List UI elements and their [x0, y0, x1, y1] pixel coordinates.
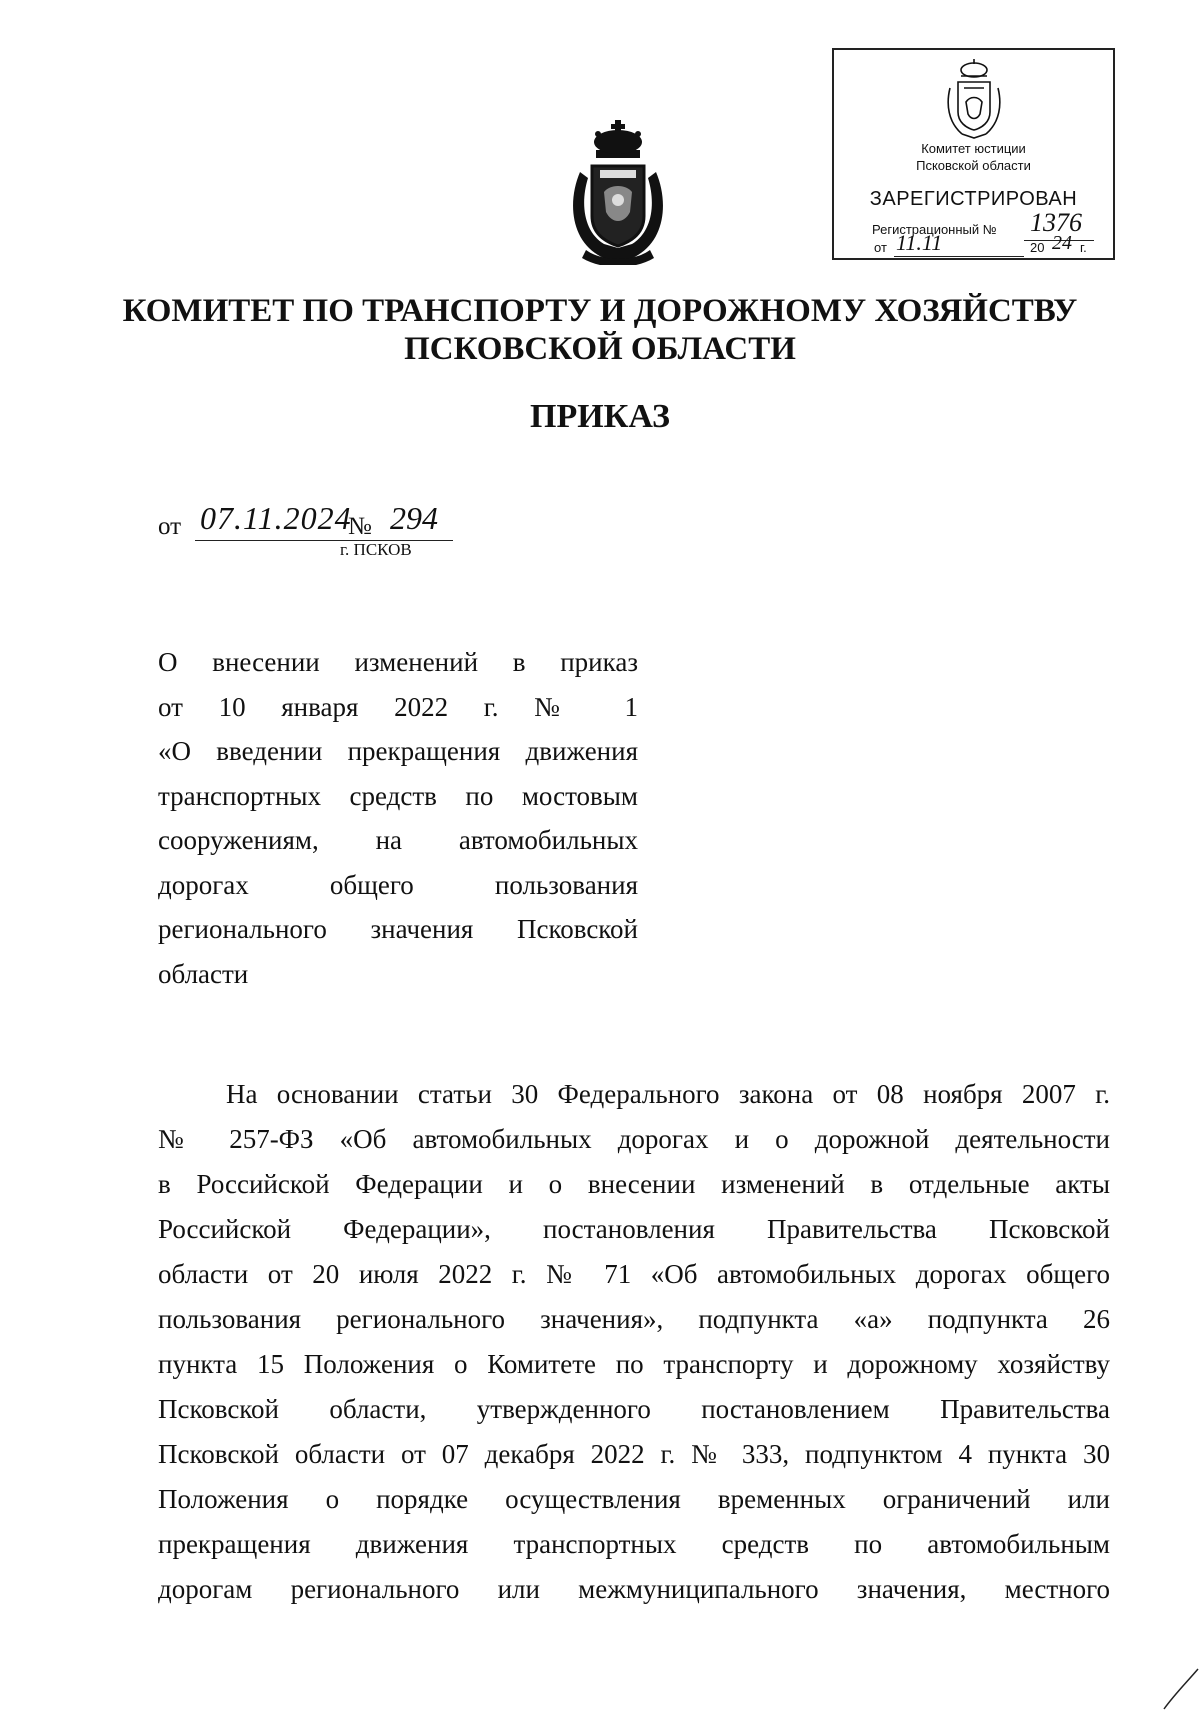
body-line: области от 20 июля 2022 г. № 71 «Об автомобильных дорогах общего — [158, 1259, 1110, 1289]
document-type: ПРИКАЗ — [530, 398, 670, 435]
stamp-authority-line1: Комитет юстиции — [921, 141, 1026, 156]
body-line: Положения о порядке осуществления временных ограничений или — [158, 1484, 1110, 1514]
order-date-underline — [195, 540, 453, 541]
body-line: прекращения движения транспортных средств по автомобильным — [158, 1529, 1110, 1559]
organization-title: КОМИТЕТ ПО ТРАНСПОРТУ И ДОРОЖНОМУ ХОЗЯЙСТВУ ПСКОВСКОЙ ОБЛАСТИ — [122, 293, 1078, 367]
subject-line: О внесении изменений в приказ — [158, 647, 638, 677]
body-line: дорогам регионального или межмуниципального значения, местного — [158, 1574, 1110, 1604]
subject-line: транспортных средств по мостовым — [158, 780, 638, 811]
scan-corner-mark — [1160, 1665, 1200, 1712]
body-line: На основании статьи 30 Федерального закона от 08 ноября 2007 г. — [226, 1079, 1110, 1109]
stamp-date-value: 11.11 — [896, 230, 943, 255]
subject-line: от 10 января 2022 г. № 1 — [158, 691, 638, 722]
body-line: Псковской области от 07 декабря 2022 г. № 333, подпунктом 4 пункта 30 — [158, 1439, 1110, 1469]
stamp-year-prefix: 20 — [1030, 240, 1045, 255]
registration-stamp — [832, 48, 1115, 260]
order-body — [158, 1072, 1110, 1612]
order-number-sign: № — [348, 513, 372, 540]
order-number-handwritten: 294 — [390, 500, 438, 536]
order-city: г. ПСКОВ — [340, 540, 412, 559]
body-line: пользования регионального значения», подпункта «а» подпункта 26 — [158, 1304, 1110, 1334]
subject-line: области — [158, 958, 249, 989]
subject-line: сооружениям, на автомобильных — [158, 825, 638, 855]
stamp-status: ЗАРЕГИСТРИРОВАН — [869, 188, 1078, 210]
order-date-handwritten: 07.11.2024 — [200, 500, 352, 536]
subject-line: «О введении прекращения движения — [158, 736, 638, 766]
stamp-year-suffix: г. — [1080, 240, 1087, 255]
coat-of-arms-icon — [568, 120, 668, 265]
body-line: Российской Федерации», постановления Правительства Псковской — [158, 1214, 1110, 1244]
body-line: пункта 15 Положения о Комитете по транспорту и дорожному хозяйству — [158, 1349, 1110, 1379]
body-line: в Российской Федерации и о внесении изменений в отдельные акты — [158, 1169, 1110, 1199]
body-line: № 257-ФЗ «Об автомобильных дорогах и о дорожной деятельности — [158, 1124, 1110, 1154]
stamp-authority-line2: Псковской области — [916, 158, 1031, 173]
stamp-date-underline — [894, 256, 1024, 257]
stamp-date-label: от — [874, 240, 887, 255]
order-date-prefix: от — [158, 513, 182, 540]
body-line: Псковской области, утвержденного постановлением Правительства — [158, 1394, 1110, 1424]
stamp-number-label: Регистрационный № — [872, 222, 997, 237]
stamp-coat-of-arms-icon — [942, 58, 1006, 140]
stamp-number-value: 1376 — [1030, 208, 1082, 237]
subject-line: дорогах общего пользования — [158, 869, 638, 900]
order-subject — [158, 640, 638, 996]
stamp-year-value: 24 — [1052, 232, 1072, 254]
subject-line: регионального значения Псковской — [158, 914, 638, 944]
